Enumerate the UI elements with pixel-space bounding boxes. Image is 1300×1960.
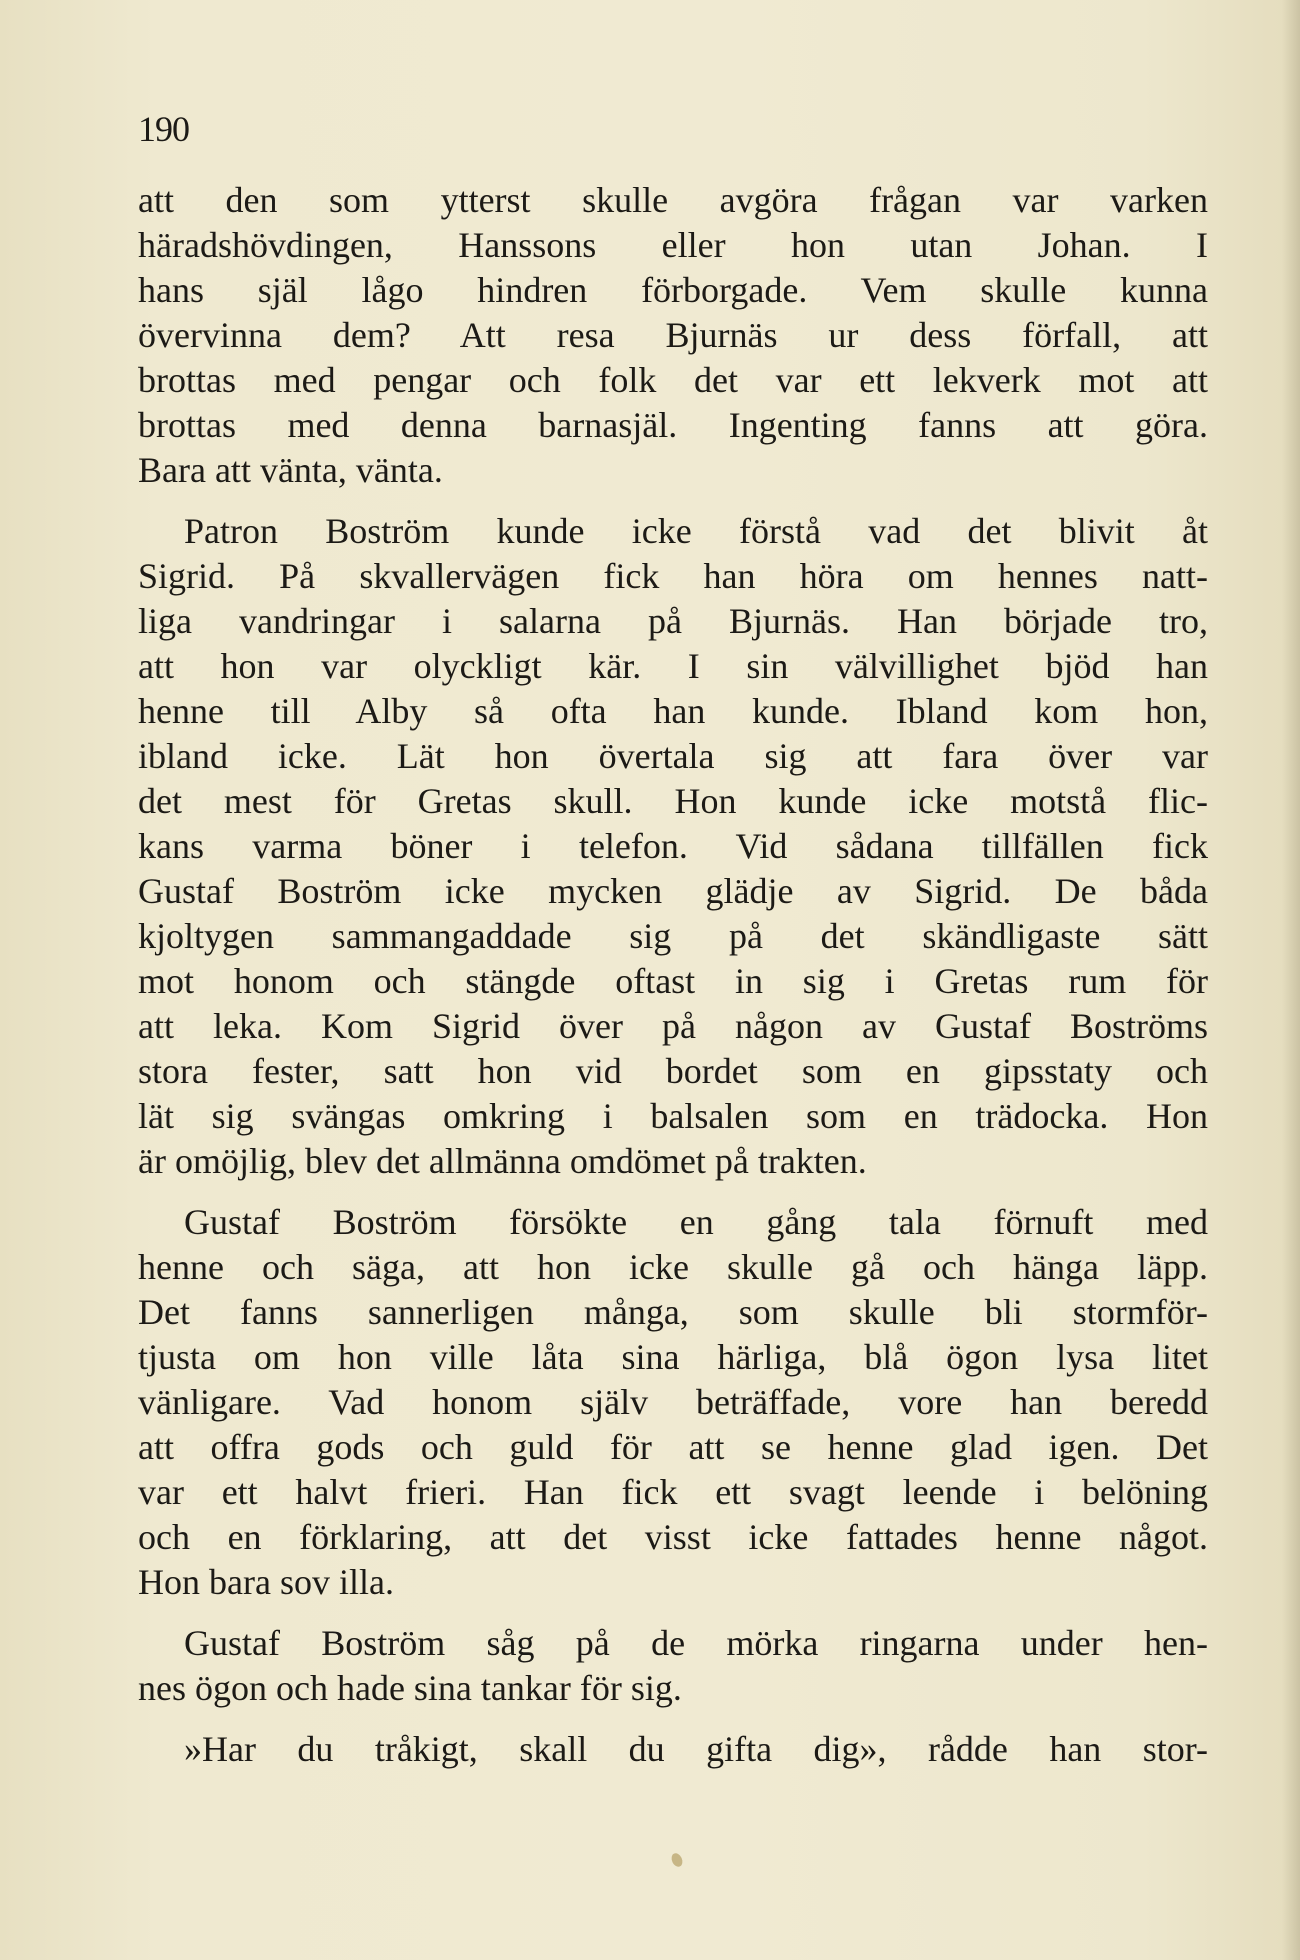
- paragraph-gap: [138, 1605, 1208, 1621]
- paragraph: [138, 1200, 1208, 1605]
- paragraph: [138, 1727, 1208, 1772]
- text-line: vänligare. Vad honom själv beträffade, vore han beredd: [138, 1382, 1208, 1422]
- text-line: nes ögon och hade sina tankar för sig.: [138, 1668, 682, 1708]
- text-line: Bara att vänta, vänta.: [138, 450, 443, 490]
- page-number: 190: [138, 109, 189, 149]
- text-line: Gustaf Boström försökte en gång tala förnuft med: [184, 1202, 1208, 1242]
- text-line: att hon var olyckligt kär. I sin välvillighet bjöd han: [138, 646, 1208, 686]
- text-line: att den som ytterst skulle avgöra frågan var varken: [138, 180, 1208, 220]
- text-line: lät sig svängas omkring i balsalen som en trädocka. Hon: [138, 1096, 1208, 1136]
- text-line: Patron Boström kunde icke förstå vad det blivit åt: [184, 511, 1208, 551]
- ink-blot: [670, 1852, 685, 1869]
- body-text: [138, 178, 1208, 1772]
- paragraph: [138, 178, 1208, 493]
- paragraph-gap: [138, 1711, 1208, 1727]
- text-line: ibland icke. Lät hon övertala sig att fara över var: [138, 736, 1208, 776]
- text-line: Det fanns sannerligen många, som skulle bli stormför-: [138, 1292, 1208, 1332]
- text-line: stora fester, satt hon vid bordet som en gipsstaty och: [138, 1051, 1208, 1091]
- text-line: hans själ lågo hindren förborgade. Vem skulle kunna: [138, 270, 1208, 310]
- text-line: häradshövdingen, Hanssons eller hon utan Johan. I: [138, 225, 1208, 265]
- text-line: var ett halvt frieri. Han fick ett svagt leende i belöning: [138, 1472, 1208, 1512]
- text-line: kans varma böner i telefon. Vid sådana tillfällen fick: [138, 826, 1208, 866]
- text-line: brottas med denna barnasjäl. Ingenting fanns att göra.: [138, 405, 1208, 445]
- paragraph: [138, 509, 1208, 1184]
- text-line: och en förklaring, att det visst icke fattades henne något.: [138, 1517, 1208, 1557]
- text-line: mot honom och stängde oftast in sig i Gretas rum för: [138, 961, 1208, 1001]
- text-line: Gustaf Boström såg på de mörka ringarna under hen-: [184, 1623, 1208, 1663]
- paragraph: [138, 1621, 1208, 1711]
- text-line: övervinna dem? Att resa Bjurnäs ur dess förfall, att: [138, 315, 1208, 355]
- text-line: henne till Alby så ofta han kunde. Ibland kom hon,: [138, 691, 1208, 731]
- text-line: henne och säga, att hon icke skulle gå och hänga läpp.: [138, 1247, 1208, 1287]
- page-edge-shadow: [1282, 0, 1300, 1960]
- text-line: att offra gods och guld för att se henne glad igen. Det: [138, 1427, 1208, 1467]
- paragraph-gap: [138, 1184, 1208, 1200]
- text-line: Sigrid. På skvallervägen fick han höra om hennes natt-: [138, 556, 1208, 596]
- text-line: det mest för Gretas skull. Hon kunde icke motstå flic-: [138, 781, 1208, 821]
- text-line: »Har du tråkigt, skall du gifta dig», rådde han stor-: [184, 1729, 1208, 1769]
- text-line: att leka. Kom Sigrid över på någon av Gustaf Boströms: [138, 1006, 1208, 1046]
- text-line: liga vandringar i salarna på Bjurnäs. Han började tro,: [138, 601, 1208, 641]
- text-line: Gustaf Boström icke mycken glädje av Sigrid. De båda: [138, 871, 1208, 911]
- text-line: tjusta om hon ville låta sina härliga, blå ögon lysa litet: [138, 1337, 1208, 1377]
- text-line: Hon bara sov illa.: [138, 1562, 394, 1602]
- text-line: brottas med pengar och folk det var ett lekverk mot att: [138, 360, 1208, 400]
- text-line: kjoltygen sammangaddade sig på det skändligaste sätt: [138, 916, 1208, 956]
- paragraph-gap: [138, 493, 1208, 509]
- text-line: är omöjlig, blev det allmänna omdömet på trakten.: [138, 1141, 867, 1181]
